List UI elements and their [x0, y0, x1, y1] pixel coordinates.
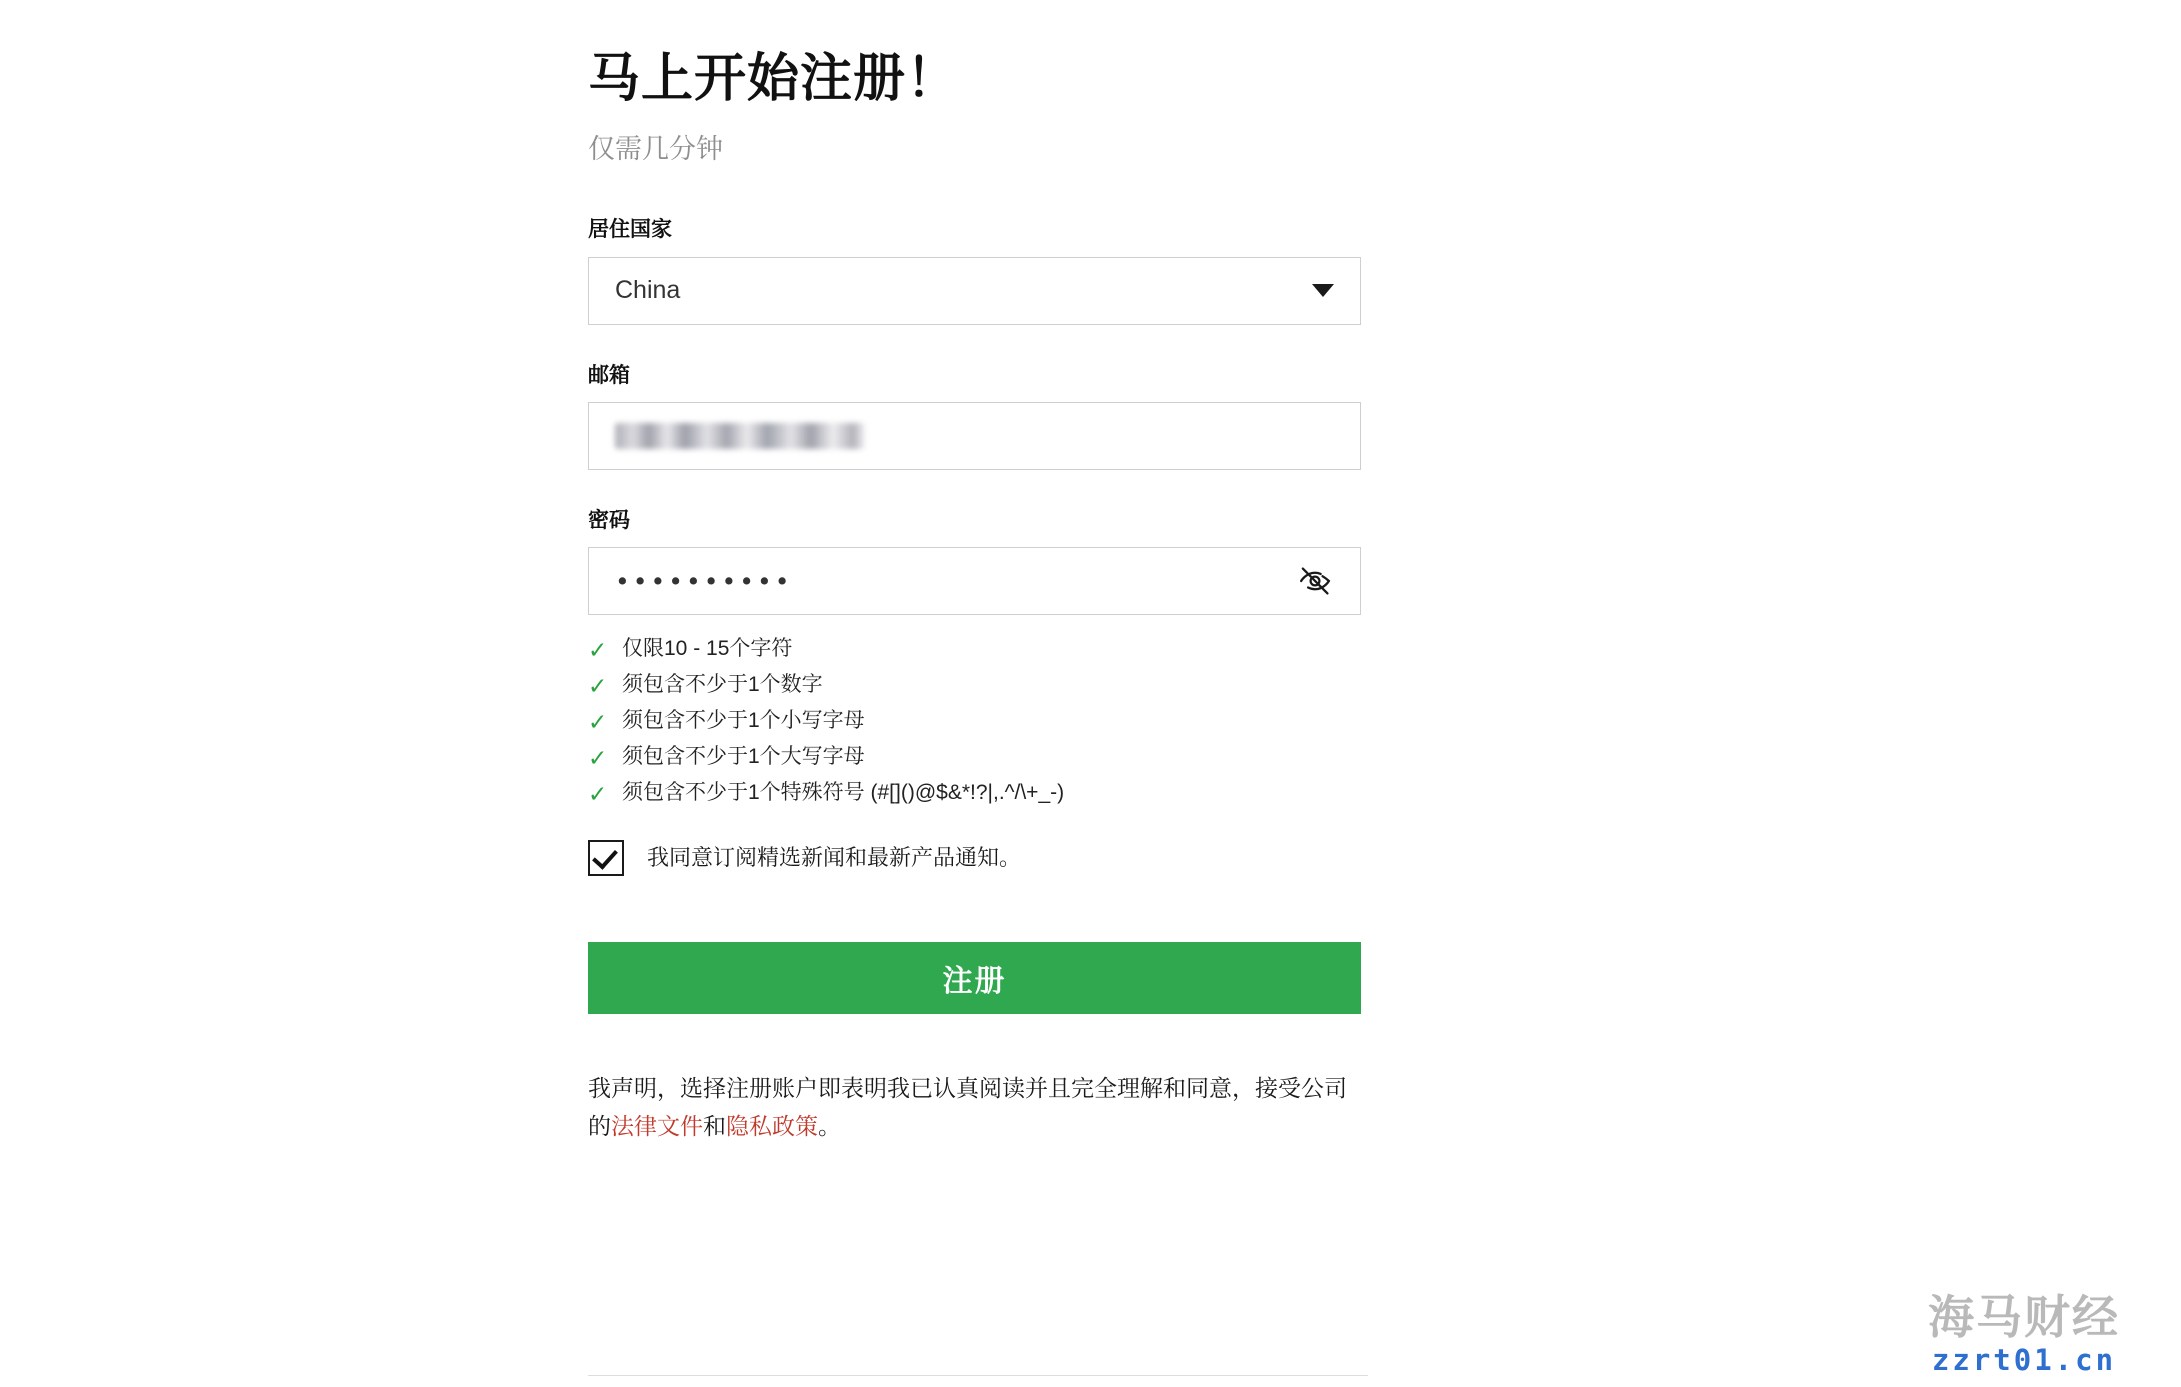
email-input[interactable]: [588, 402, 1361, 470]
country-value: China: [615, 276, 681, 305]
email-value-redacted: [615, 423, 865, 449]
email-label: 邮箱: [588, 363, 630, 387]
password-rule: [588, 637, 1368, 662]
password-label: 密码: [588, 508, 630, 532]
country-label: 居住国家: [588, 218, 672, 242]
password-rule: [588, 709, 1368, 734]
password-field: [588, 508, 1368, 615]
password-rule-text: 须包含不少于1个大写字母: [622, 745, 865, 769]
watermark-site-text: zzrt01.cn: [1931, 1343, 2117, 1377]
bottom-divider: [588, 1375, 1368, 1376]
email-field: [588, 363, 1368, 470]
legal-text-part1: 我声明，选择注册账户即表明我已认真阅读并且完全理解和同意，接受公司的: [588, 1075, 1347, 1139]
check-icon: ✓: [588, 637, 608, 664]
check-icon: ✓: [588, 709, 608, 736]
eye-off-icon[interactable]: [1296, 562, 1334, 600]
password-input[interactable]: [588, 547, 1361, 615]
check-icon: ✓: [588, 745, 608, 772]
password-rule: [588, 781, 1368, 806]
password-value: ••••••••••: [615, 566, 793, 596]
newsletter-consent-label: 我同意订阅精选新闻和最新产品通知。: [647, 844, 1022, 870]
check-icon: ✓: [588, 781, 608, 808]
check-icon: ✓: [588, 673, 608, 700]
newsletter-consent-row[interactable]: [588, 840, 1368, 876]
watermark-main-text: 海马财经: [1928, 1290, 2120, 1344]
password-rule-text: 仅限10 - 15个字符: [622, 637, 793, 661]
legal-text-part2: 和: [703, 1112, 726, 1139]
legal-text-part3: 。: [818, 1112, 841, 1139]
password-rules: [588, 637, 1368, 806]
password-rule-text: 须包含不少于1个数字: [622, 673, 823, 697]
newsletter-checkbox[interactable]: [588, 840, 624, 876]
register-button[interactable]: 注册: [588, 942, 1361, 1014]
legal-disclaimer: [588, 1070, 1348, 1146]
chevron-down-icon[interactable]: [1312, 284, 1334, 297]
registration-form: [588, 0, 1368, 1146]
password-rule: [588, 745, 1368, 770]
watermark: [1889, 1290, 2159, 1377]
page-title: 马上开始注册！: [588, 50, 960, 108]
country-field: [588, 217, 1368, 324]
page-subtitle: 仅需几分钟: [588, 134, 723, 165]
password-rule-text: 须包含不少于1个特殊符号 (#[]()@$&*!?|,.^/\+_-): [622, 781, 1065, 805]
password-rule-text: 须包含不少于1个小写字母: [622, 709, 865, 733]
password-rule: [588, 673, 1368, 698]
country-select[interactable]: [588, 257, 1361, 325]
legal-documents-link[interactable]: 法律文件: [611, 1112, 703, 1139]
privacy-policy-link[interactable]: 隐私政策: [726, 1112, 818, 1139]
